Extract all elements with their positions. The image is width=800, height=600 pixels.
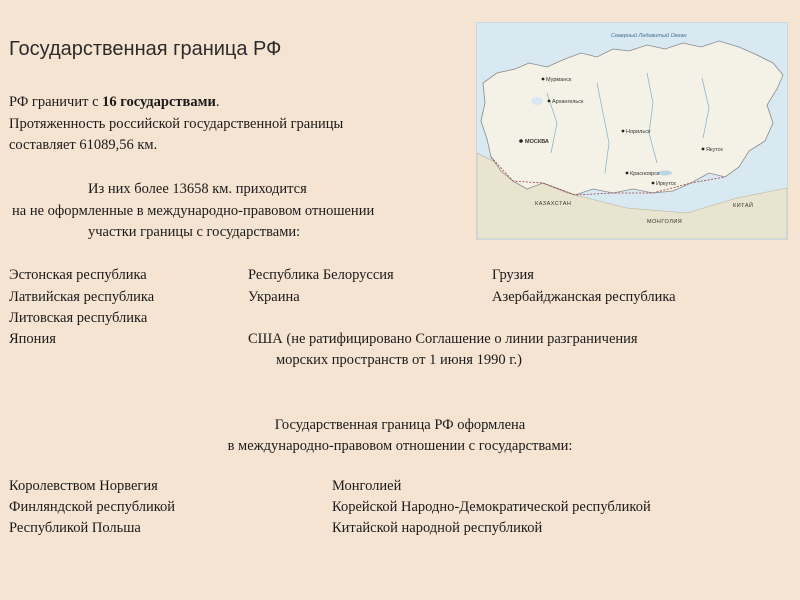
state-estonia: Эстонская республика — [9, 267, 147, 283]
intro-line-3: составляет 61089,56 км. — [9, 137, 158, 153]
map-label-kazakhstan: КАЗАХСТАН — [535, 201, 572, 207]
state-usa-line-2: морских пространств от 1 июня 1990 г.) — [276, 352, 522, 368]
formal-state-mongolia: Монголией — [332, 478, 402, 494]
intro-line-1-prefix: РФ граничит с — [9, 94, 103, 110]
map-lake-baikal — [658, 171, 672, 176]
intro-line-1 — [9, 92, 219, 112]
intro-border-count: 16 государствами — [102, 94, 216, 110]
page-title: Государственная граница РФ — [9, 38, 282, 60]
state-japan: Япония — [9, 331, 56, 347]
state-usa-line-1: США (не ратифицировано Соглашение о линии разграничения — [248, 331, 638, 347]
intro-line-2: Протяженность российской государственной границы — [9, 116, 344, 132]
map-city-dot — [622, 130, 625, 133]
unformalized-line-3: участки границы с государствами: — [88, 224, 301, 240]
state-azerbaijan: Азербайджанская республика — [492, 289, 676, 305]
map-label-china: КИТАЙ — [733, 203, 754, 209]
state-lithuania: Литовская республика — [9, 310, 148, 326]
formal-state-china: Китайской народной республикой — [332, 520, 543, 536]
formal-state-finland: Финляндской республикой — [9, 499, 176, 515]
formal-state-north-korea: Корейской Народно-Демократической республикой — [332, 499, 651, 515]
unformalized-line-1: Из них более 13658 км. приходится — [88, 181, 307, 197]
map-label-arkhangelsk: Архангельск — [552, 99, 584, 105]
map-lake — [531, 97, 543, 105]
intro-line-1-suffix: . — [215, 94, 220, 110]
map-label-arctic-ocean: Северный Ледовитый Океан — [611, 33, 687, 39]
map-label-murmansk: Мурманск — [546, 77, 572, 83]
map-label-mongolia: МОНГОЛИЯ — [647, 219, 683, 225]
state-belarus: Республика Белоруссия — [248, 267, 394, 283]
map-city-dot — [542, 78, 545, 81]
formal-state-poland: Республикой Польша — [9, 520, 141, 536]
map-city-dot — [548, 100, 551, 103]
russia-map-svg — [477, 23, 787, 239]
russia-map — [476, 22, 788, 240]
map-label-yakutsk: Якутск — [706, 147, 723, 153]
map-city-dot — [652, 182, 655, 185]
map-city-dot — [519, 139, 523, 143]
state-ukraine: Украина — [248, 289, 300, 305]
map-label-krasnoyarsk: Красноярск — [630, 171, 660, 177]
map-city-dot — [626, 172, 629, 175]
formalized-line-1: Государственная граница РФ оформлена — [274, 417, 526, 433]
formalized-line-2: в международно-правовом отношении с государствами: — [227, 438, 573, 454]
state-georgia: Грузия — [492, 267, 534, 283]
unformalized-line-2: на не оформленные в международно-правовом отношении — [12, 203, 375, 219]
state-latvia: Латвийская республика — [9, 289, 155, 305]
map-label-norilsk: Норильск — [626, 129, 651, 135]
formal-state-norway: Королевством Норвегия — [9, 478, 158, 494]
map-label-irkutsk: Иркутск — [656, 181, 676, 187]
map-city-dot — [702, 148, 705, 151]
map-label-moscow: МОСКВА — [525, 139, 549, 145]
